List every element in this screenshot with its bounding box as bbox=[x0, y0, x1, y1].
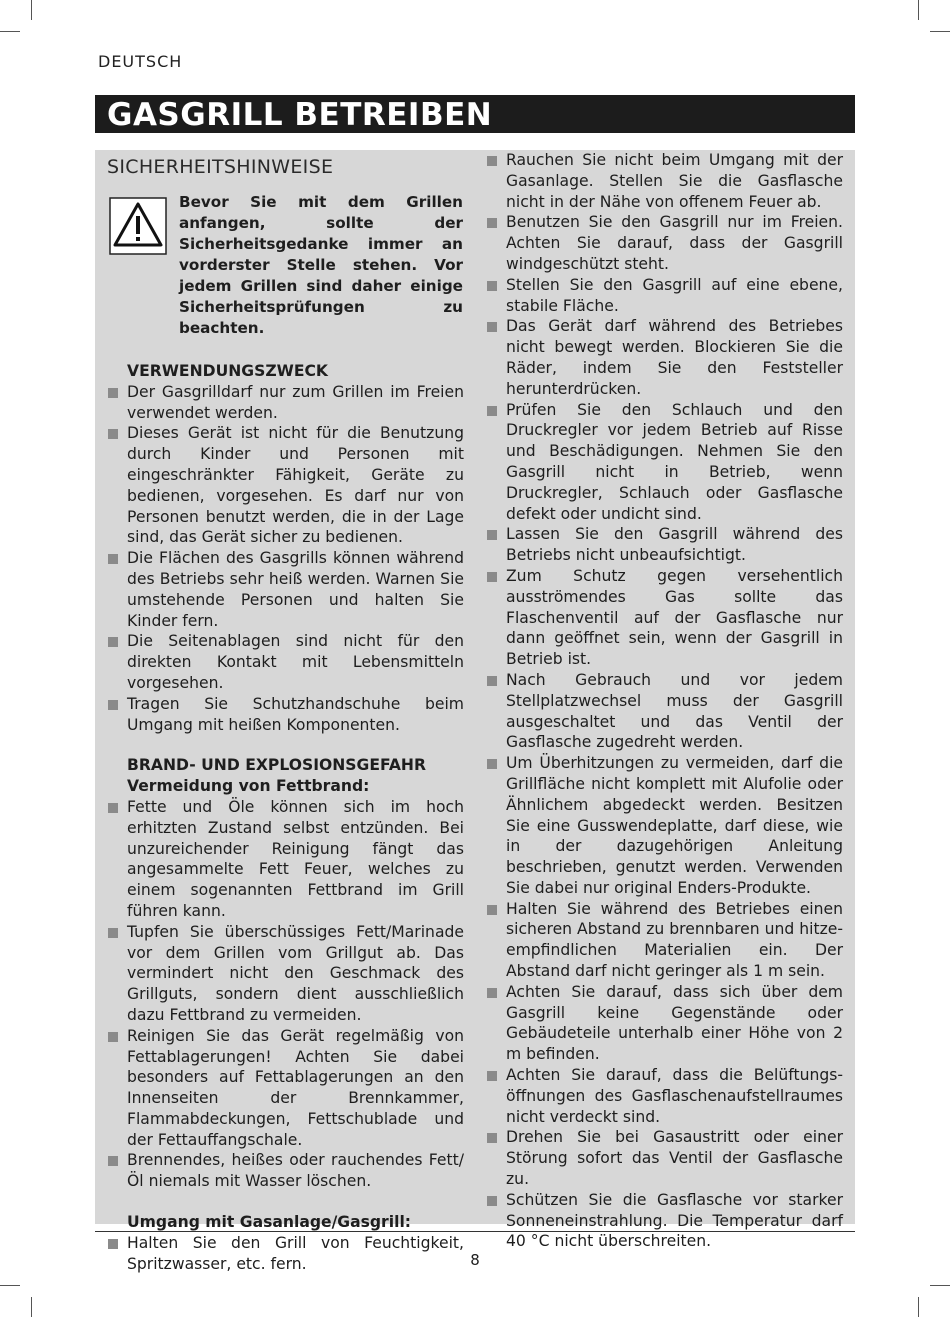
list-item: Dieses Gerät ist nicht für die Benutzung durch Kinder und Personen mit eingeschränkter Fähigkeit, Geräte zu bedienen, vorgesehen. Es darf nur von Personen benutzt werden, die in der Lage sind, das Gerät sicher zu bedienen. bbox=[107, 423, 464, 548]
crop-mark bbox=[930, 1285, 950, 1286]
crop-mark bbox=[918, 1297, 919, 1317]
list-item: Nach Gebrauch und vor jedem Stellplatzwechsel muss der Gasgrill ausgeschaltet und das Ventil der Gasflasche zugedreht werden. bbox=[486, 670, 843, 753]
list-item: Achten Sie darauf, dass sich über dem Gasgrill keine Gegenstände oder Gebäudeteile unterhalb einer Höhe von 2 m befinden. bbox=[486, 982, 843, 1065]
warning-block bbox=[109, 192, 464, 339]
fire-subheading: Vermeidung von Fettbrand: bbox=[127, 777, 370, 796]
page-number: 8 bbox=[470, 1251, 480, 1269]
footer-rule bbox=[95, 1231, 855, 1232]
list-item: Reinigen Sie das Gerät regelmäßig von Fettablagerungen! Achten Sie dabei besonders auf Fettablagerungen an den Innenseiten der Brennkammer, Flammabdeckungen, Fettschublade und der Fettauffangschale. bbox=[107, 1026, 464, 1151]
list-item: Fette und Öle können sich im hoch erhitzten Zustand selbst entzünden. Bei unzureichender Reinigung fängt das angesammelte Fett Feuer, welches zu einem sogenannten Fettbrand im Grill führen kann. bbox=[107, 797, 464, 922]
crop-mark bbox=[31, 1297, 32, 1317]
crop-mark bbox=[918, 0, 919, 20]
list-item: Schützen Sie die Gasflasche vor starker Sonneneinstrahlung. Die Temperatur darf 40 °C nicht überschreiten. bbox=[486, 1190, 843, 1252]
crop-mark bbox=[0, 31, 20, 32]
warning-text: Bevor Sie mit dem Grillen anfangen, sollte der Sicherheitsgedanke immer an vorderster Stelle stehen. Vor jedem Grillen sind daher einige Sicherheitsprüfungen zu beachten. bbox=[179, 193, 463, 337]
list-item: Die Flächen des Gasgrills können während des Betriebs sehr heiß werden. Warnen Sie umstehende Personen und halten Sie Kinder fern. bbox=[107, 548, 464, 631]
list-item: Zum Schutz gegen versehentlich ausströmendes Gas sollte das Flaschenventil auf der Gasflasche nur dann geöffnet sein, wenn der Gasgrill in Betrieb ist. bbox=[486, 566, 843, 670]
list-item: Drehen Sie bei Gasaustritt oder einer Störung sofort das Ventil der Gasflasche zu. bbox=[486, 1127, 843, 1189]
list-item: Tupfen Sie überschüssiges Fett/Marinade vor dem Grillen vom Grillgut ab. Das vermindert nicht den Geschmack des Grillguts, sondern dient ausschließlich dazu Fettbrand zu vermeiden. bbox=[107, 922, 464, 1026]
list-item: Stellen Sie den Gasgrill auf eine ebene, stabile Fläche. bbox=[486, 275, 843, 317]
title-bar bbox=[95, 95, 855, 133]
crop-mark bbox=[0, 1285, 20, 1286]
crop-mark bbox=[930, 31, 950, 32]
list-item: Der Gasgrilldarf nur zum Grillen im Freien verwendet werden. bbox=[107, 382, 464, 424]
list-item: Um Überhitzungen zu vermeiden, darf die Grillfläche nicht komplett mit Alufolie oder Ähnlichem abgedeckt werden. Besitzen Sie eine Gusswendeplatte, darf diese, wie in der dazugehörigen Anleitung beschrieben, genutzt werden. Verwenden Sie dabei nur original Enders-Produkte. bbox=[486, 753, 843, 899]
list-item: Tragen Sie Schutzhandschuhe beim Umgang mit heißen Komponenten. bbox=[107, 694, 464, 736]
left-column bbox=[107, 150, 464, 1274]
list-item: Halten Sie während des Betriebes einen sicheren Abstand zu brennbaren und hitze-empfindlichen Materialien ein. Der Abstand darf nicht geringer als 1 m sein. bbox=[486, 899, 843, 982]
list-item: Benutzen Sie den Gasgrill nur im Freien. Achten Sie darauf, dass der Gasgrill windgeschützt steht. bbox=[486, 212, 843, 274]
gas-subheading: Umgang mit Gasanlage/Gasgrill: bbox=[127, 1213, 412, 1232]
language-label: DEUTSCH bbox=[98, 52, 183, 71]
gas-list-right bbox=[486, 150, 843, 1252]
warning-triangle-icon bbox=[109, 197, 167, 255]
purpose-list bbox=[107, 382, 464, 736]
section-title: SICHERHEITSHINWEISE bbox=[107, 156, 334, 178]
list-item: Halten Sie den Grill von Feuchtigkeit, Spritzwasser, etc. fern. bbox=[107, 1233, 464, 1275]
list-item: Lassen Sie den Gasgrill während des Betriebs nicht unbeaufsichtigt. bbox=[486, 524, 843, 566]
page-title: GASGRILL BETREIBEN bbox=[107, 97, 493, 133]
list-item: Achten Sie darauf, dass die Belüftungs-öffnungen des Gasflaschenaufstellraumes nicht verdeckt sind. bbox=[486, 1065, 843, 1127]
list-item: Rauchen Sie nicht beim Umgang mit der Gasanlage. Stellen Sie die Gasflasche nicht in der Nähe von offenem Feuer ab. bbox=[486, 150, 843, 212]
right-column bbox=[486, 150, 843, 1252]
list-item: Das Gerät darf während des Betriebes nicht bewegt werden. Blockieren Sie die Räder, indem Sie den Feststeller herunterdrücken. bbox=[486, 316, 843, 399]
fire-list bbox=[107, 797, 464, 1192]
crop-mark bbox=[31, 0, 32, 20]
fire-heading: BRAND- UND EXPLOSIONSGEFAHR bbox=[127, 756, 426, 775]
purpose-heading: VERWENDUNGSZWECK bbox=[127, 362, 329, 380]
safety-panel bbox=[95, 150, 855, 1273]
list-item: Brennendes, heißes oder rauchendes Fett/Öl niemals mit Wasser löschen. bbox=[107, 1150, 464, 1192]
list-item: Die Seitenablagen sind nicht für den direkten Kontakt mit Lebensmitteln vorgesehen. bbox=[107, 631, 464, 693]
list-item: Prüfen Sie den Schlauch und den Druckregler vor jedem Betrieb auf Risse und Beschädigungen. Nehmen Sie den Gasgrill nicht in Betrieb, wenn Druckregler, Schlauch oder Gasflasche defekt oder undicht sind. bbox=[486, 400, 843, 525]
